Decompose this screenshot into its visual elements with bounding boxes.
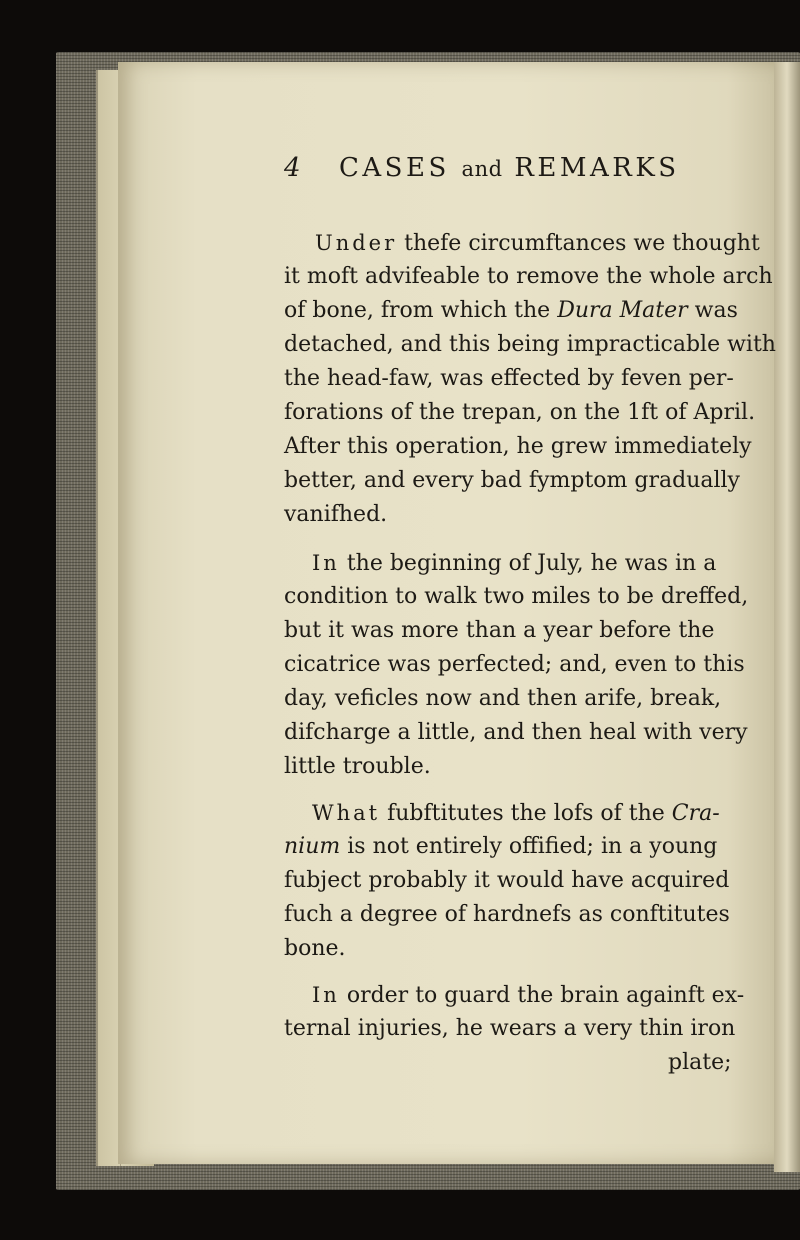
- text-line: day, veficles now and then arife, break,: [284, 686, 722, 711]
- italic-term: nium: [284, 834, 341, 859]
- text-line: difcharge a little, and then heal with very: [284, 720, 748, 745]
- text-line: forations of the trepan, on the 1ft of April.: [284, 400, 756, 425]
- text-line: ternal injuries, he wears a very thin iron: [284, 1016, 736, 1041]
- running-head-title: [339, 153, 680, 183]
- catchword: plate;: [668, 1050, 732, 1075]
- text-line: little trouble.: [284, 754, 431, 779]
- running-head-word-1: CASES: [339, 153, 450, 183]
- italic-term: Cra-: [671, 801, 720, 826]
- text-line: fuch a degree of hardnefs as conftitutes: [284, 902, 730, 927]
- text-line: condition to walk two miles to be dreffed,: [284, 584, 749, 609]
- text-line: it moft advifeable to remove the whole arch: [284, 264, 773, 289]
- paragraph-lead-word: In: [312, 551, 340, 575]
- text-line: fubject probably it would have acquired: [284, 868, 730, 893]
- text-line: the head-faw, was effected by feven per-: [284, 366, 734, 391]
- text-line: In order to guard the brain againft ex-: [312, 983, 745, 1008]
- text-line: nium is not entirely offified; in a young: [284, 834, 718, 859]
- text-line: In the beginning of July, he was in a: [312, 551, 717, 576]
- text-line: but it was more than a year before the: [284, 618, 715, 643]
- text-line: What fubftitutes the lofs of the Cra-: [312, 801, 720, 826]
- text-line: better, and every bad fymptom gradually: [284, 468, 740, 493]
- text-line: of bone, from which the Dura Mater was: [284, 298, 738, 323]
- text-line: After this operation, he grew immediately: [284, 434, 752, 459]
- text-line: cicatrice was perfected; and, even to this: [284, 652, 745, 677]
- page-edge-right: [774, 62, 800, 1172]
- text-line: detached, and this being impracticable with: [284, 332, 776, 357]
- text-line: vanifhed.: [284, 502, 388, 527]
- running-head-word-2: REMARKS: [514, 153, 680, 183]
- paragraph-lead-word: Under: [315, 231, 398, 255]
- paragraph-lead-word: In: [312, 983, 340, 1007]
- text-line: bone.: [284, 936, 346, 961]
- italic-term: Dura Mater: [557, 298, 688, 323]
- running-head-and: and: [461, 157, 503, 181]
- running-header: [284, 153, 744, 193]
- text-line: Under thefe circumftances we thought: [315, 231, 760, 256]
- paragraph-lead-word: What: [312, 801, 381, 825]
- page-number: 4: [284, 153, 304, 183]
